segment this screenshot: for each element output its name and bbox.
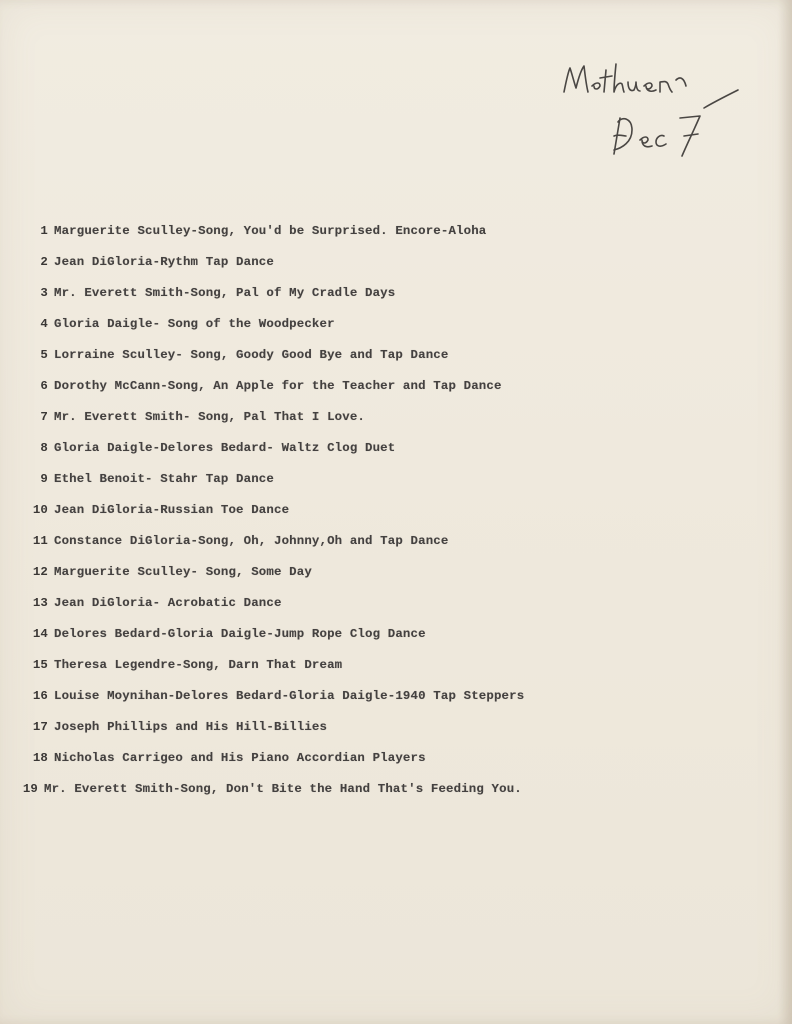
program-item-text: Joseph Phillips and His Hill-Billies [54,720,328,734]
program-item [14,743,714,774]
program-item [14,371,714,402]
program-item [14,309,714,340]
program-item-number: 1 [40,224,48,238]
program-item-text: Nicholas Carrigeo and His Piano Accordian Players [54,751,426,765]
program-item [14,774,714,805]
program-item [14,433,714,464]
handwritten-methuen-dec7-signature [548,56,758,176]
program-item [14,588,714,619]
program-item-text: Mr. Everett Smith- Song, Pal That I Love. [54,410,366,424]
program-item-number: 2 [40,255,48,269]
program-item-text: Jean DiGloria-Rythm Tap Dance [54,255,274,269]
program-item-number: 11 [32,534,48,548]
program-item-number: 7 [40,410,48,424]
program-item-number: 10 [32,503,48,517]
program-item [14,619,714,650]
program-item [14,495,714,526]
program-item [14,216,714,247]
program-item-number: 14 [32,627,48,641]
program-item [14,247,714,278]
program-item-text: Marguerite Sculley-Song, You'd be Surprised. Encore-Aloha [54,224,487,238]
program-item [14,526,714,557]
program-item-text: Jean DiGloria- Acrobatic Dance [54,596,282,610]
program-item-text: Theresa Legendre-Song, Darn That Dream [54,658,343,672]
program-item [14,557,714,588]
program-item [14,340,714,371]
program-item-number: 16 [32,689,48,703]
program-item-text: Louise Moynihan-Delores Bedard-Gloria Daigle-1940 Tap Steppers [54,689,525,703]
program-item-text: Mr. Everett Smith-Song, Pal of My Cradle Days [54,286,396,300]
program-item-number: 15 [32,658,48,672]
program-item-number: 9 [40,472,48,486]
program-item-number: 19 [22,782,38,796]
program-item [14,681,714,712]
program-item-number: 5 [40,348,48,362]
program-item-number: 4 [40,317,48,331]
program-item-text: Dorothy McCann-Song, An Apple for the Teacher and Tap Dance [54,379,502,393]
program-item [14,712,714,743]
program-item-text: Constance DiGloria-Song, Oh, Johnny,Oh and Tap Dance [54,534,449,548]
program-item-text: Gloria Daigle-Delores Bedard- Waltz Clog Duet [54,441,396,455]
program-item [14,278,714,309]
program-item-text: Lorraine Sculley- Song, Goody Good Bye and Tap Dance [54,348,449,362]
program-item-number: 6 [40,379,48,393]
program-item-number: 13 [32,596,48,610]
program-item-text: Ethel Benoit- Stahr Tap Dance [54,472,274,486]
program-item-number: 18 [32,751,48,765]
program-item [14,464,714,495]
program-item-number: 12 [32,565,48,579]
program-item-text: Jean DiGloria-Russian Toe Dance [54,503,290,517]
program-item-number: 3 [40,286,48,300]
program-item [14,650,714,681]
program-list [14,216,714,805]
handwritten-annotation [548,56,758,176]
program-item-text: Gloria Daigle- Song of the Woodpecker [54,317,335,331]
paper-edge-shadow [778,0,792,1024]
program-item [14,402,714,433]
program-item-text: Delores Bedard-Gloria Daigle-Jump Rope Clog Dance [54,627,426,641]
program-item-text: Mr. Everett Smith-Song, Don't Bite the Hand That's Feeding You. [44,782,522,796]
program-item-number: 17 [32,720,48,734]
program-item-number: 8 [40,441,48,455]
program-item-text: Marguerite Sculley- Song, Some Day [54,565,312,579]
